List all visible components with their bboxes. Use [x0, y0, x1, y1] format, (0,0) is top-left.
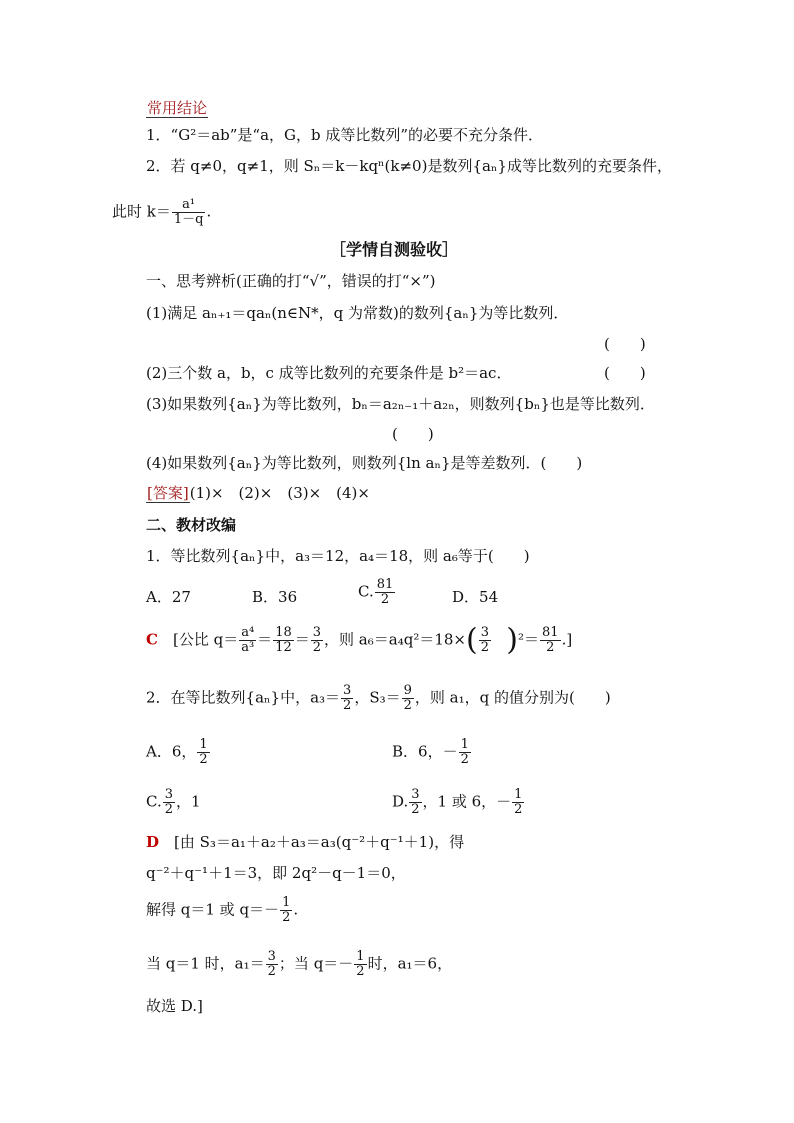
part1-question-1: (1)满足 aₙ₊₁＝qaₙ(n∈N*，q 为常数)的数列{aₙ}为等比数列．	[146, 304, 569, 322]
part1-answer: [答案](1)× (2)× (3)× (4)×	[147, 484, 370, 502]
problem-2-option-a: A．6， $\frac{1}{2}$	[146, 737, 208, 767]
part2-title: 二、教材改编	[146, 516, 237, 534]
problem-1-stem: 1．等比数列{aₙ}中，a₃＝12，a₄＝18，则 a₆等于( )	[146, 547, 530, 565]
part1-question-2: (2)三个数 a，b，c 成等比数列的充要条件是 b²＝ac．	[146, 364, 512, 382]
part1-q3-paren: ( )	[392, 425, 434, 443]
solution-letter: C	[146, 630, 158, 649]
problem-2-stem: 2．在等比数列{aₙ}中，a₃＝ $\frac{3}{2}$ ，S₃＝ $\frac{9}{2}$ ，则 a₁，q 的值分别为( )	[146, 683, 611, 713]
part1-question-4: (4)如果数列{aₙ}为等比数列，则数列{ln aₙ}是等差数列．( )	[146, 454, 583, 472]
part1-title: 一、思考辨析(正确的打“√”，错误的打“×”)	[146, 272, 436, 290]
problem-2-option-c: C. $\frac{3}{2}$ ，1	[146, 787, 201, 817]
conclusions-tag: 常用结论	[147, 99, 208, 117]
problem-1-solution: C [公比 q＝ $\frac{\text{a⁴}}{\text{a³}}$ ＝ $\frac{18}{12}$ ＝ $\frac{3}{2}$ ，则 a₆＝a₄q²＝18×( $\frac{3}{2}$ )²＝ $\frac{81}{2}$ .]	[146, 622, 573, 658]
solution-letter: D	[146, 833, 160, 851]
fraction: $\frac{\text{a¹}}{1-q}$	[173, 197, 204, 227]
part1-q2-paren: ( )	[604, 364, 646, 382]
problem-2-option-d: D. $\frac{3}{2}$ ，1 或 6，－ $\frac{1}{2}$	[392, 787, 523, 817]
problem-1-option-c: C. $\frac{81}{2}$	[358, 577, 394, 607]
problem-2-solution-line-3: 解得 q＝1 或 q＝－ $\frac{1}{2}$ .	[146, 895, 299, 925]
problem-2-solution-line-5: 故选 D.]	[146, 997, 203, 1015]
part1-question-3: (3)如果数列{aₙ}为等比数列，bₙ＝a₂ₙ₋₁＋a₂ₙ，则数列{bₙ}也是等比数列．	[146, 395, 655, 413]
conclusion-item-1: 1．“G²＝ab”是“a，G，b 成等比数列”的必要不充分条件．	[146, 126, 544, 144]
conclusion-item-2-cont: 此时 k＝ $\frac{\text{a¹}}{1-q}$ .	[112, 197, 212, 227]
section-title: ［学情自测验收］	[330, 240, 459, 259]
problem-2-option-b: B．6，－ $\frac{1}{2}$	[392, 737, 469, 767]
problem-2-solution-line-1: D [由 S₃＝a₁＋a₂＋a₃＝a₃(q⁻²＋q⁻¹＋1)，得	[146, 833, 465, 851]
problem-1-option-d: D．54	[452, 588, 499, 606]
problem-2-solution-line-2: q⁻²＋q⁻¹＋1＝3，即 2q²－q－1＝0，	[146, 864, 406, 882]
conclusion-item-2: 2．若 q≠0，q≠1，则 Sₙ＝k－kqⁿ(k≠0)是数列{aₙ}成等比数列的充要条件，	[146, 157, 672, 175]
problem-1-option-b: B．36	[252, 588, 298, 606]
problem-1-option-a: A．27	[146, 588, 191, 606]
part1-q1-paren: ( )	[604, 335, 646, 353]
problem-2-solution-line-4: 当 q＝1 时，a₁＝ $\frac{3}{2}$ ；当 q＝－ $\frac{1}{2}$ 时，a₁＝6，	[146, 949, 453, 979]
